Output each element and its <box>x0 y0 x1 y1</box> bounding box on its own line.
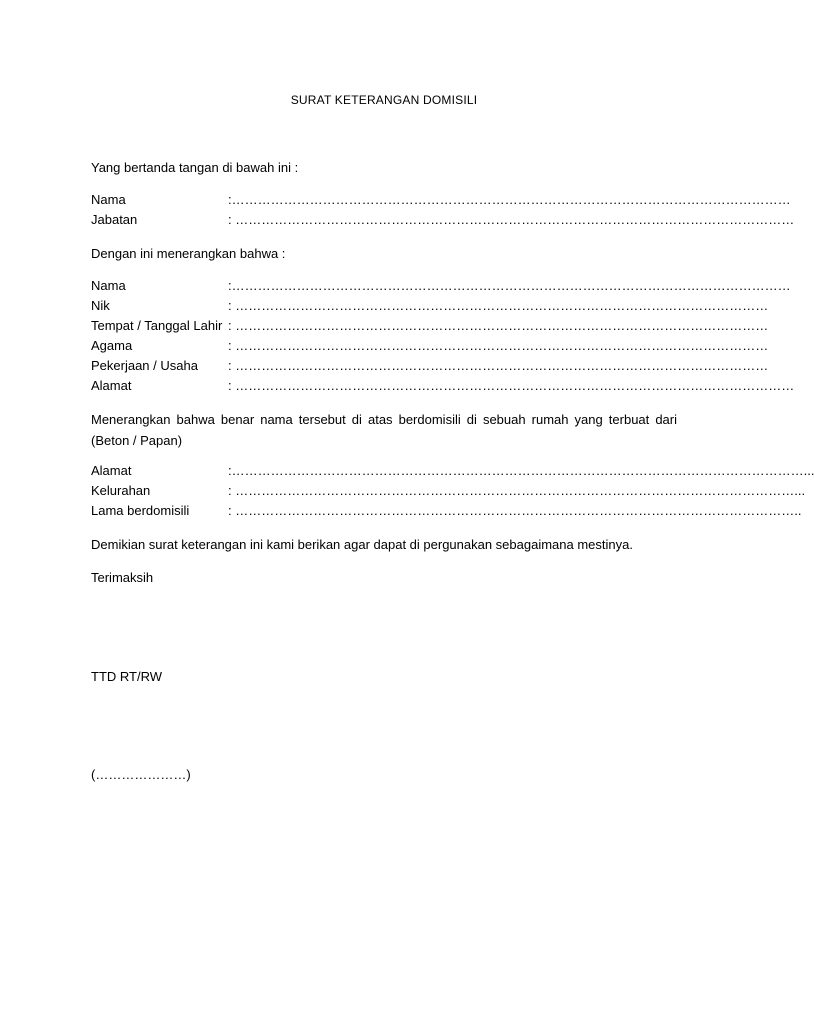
intro-text: Yang bertanda tangan di bawah ini : <box>91 160 299 175</box>
field-value-blank: : ………………………………………………………………………………………………………………… <box>228 212 795 227</box>
field-label: Jabatan <box>91 212 138 227</box>
thanks-text: Terimaksih <box>91 570 154 585</box>
field-label: Pekerjaan / Usaha <box>91 358 198 373</box>
field-value-blank: : …………………………………………………………………………………………………………… <box>228 338 769 353</box>
field-label: Tempat / Tanggal Lahir <box>91 318 223 333</box>
subject-field-address <box>91 378 795 396</box>
field-value-blank: :……………………………………………………………………………………………………………………... <box>228 463 814 478</box>
field-label: Lama berdomisili <box>91 503 190 518</box>
field-label: Alamat <box>91 378 132 393</box>
address-field-duration <box>91 503 802 521</box>
field-label: Nik <box>91 298 110 313</box>
field-value-blank: : …………………………………………………………………………………………………………… <box>228 298 769 313</box>
field-value-blank: : …………………………………………………………………………………………………………… <box>228 318 769 333</box>
domicile-paragraph: Menerangkan bahwa benar nama tersebut di atas berdomisili di sebuah rumah yang terbuat dari (Beton / Papan) <box>91 412 677 448</box>
document-title: SURAT KETERANGAN DOMISILI <box>290 93 478 107</box>
field-label: Agama <box>91 338 133 353</box>
address-field-street <box>91 463 814 481</box>
field-value-blank: : ………………………………………………………………………………………………………………… <box>228 378 795 393</box>
signature-label: TTD RT/RW <box>91 669 163 684</box>
field-value-blank: : …………………………………………………………………………………………………………………... <box>228 483 806 498</box>
signer-field-name <box>91 192 791 210</box>
address-field-village <box>91 483 806 501</box>
statement-text: Dengan ini menerangkan bahwa : <box>91 246 286 261</box>
closing-text: Demikian surat keterangan ini kami berikan agar dapat di pergunakan sebagaimana mestinya. <box>91 537 633 552</box>
field-label: Alamat <box>91 463 132 478</box>
field-value-blank: :………………………………………………………………………………………………………………… <box>228 192 791 207</box>
signer-field-position <box>91 212 795 230</box>
field-label: Kelurahan <box>91 483 151 498</box>
subject-field-religion <box>91 338 769 356</box>
field-label: Nama <box>91 192 126 207</box>
field-value-blank: : ………………………………………………………………………………………………………………….. <box>228 503 802 518</box>
subject-field-occupation <box>91 358 769 376</box>
field-label: Nama <box>91 278 126 293</box>
field-value-blank: : …………………………………………………………………………………………………………… <box>228 358 769 373</box>
subject-field-name <box>91 278 791 296</box>
field-value-blank: :………………………………………………………………………………………………………………… <box>228 278 791 293</box>
subject-field-birth <box>91 318 769 336</box>
subject-field-nik <box>91 298 769 316</box>
signature-line: (…………………) <box>91 767 191 782</box>
